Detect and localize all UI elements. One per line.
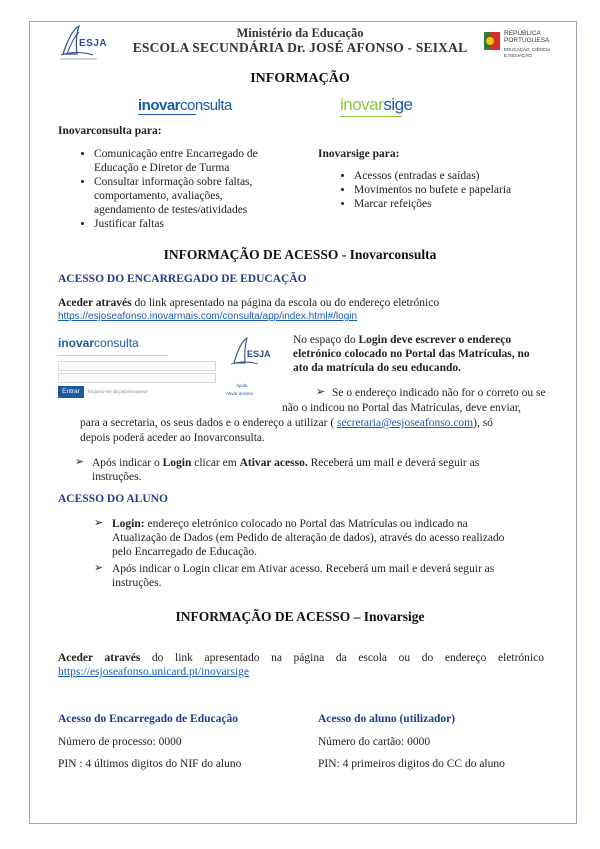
rep-line4: E INOVAÇÃO <box>504 53 532 58</box>
ee-bullet2: Após indicar o Login clicar em Ativar acesso. Receberá um mail e deverá seguir as instruções. <box>92 457 480 483</box>
sige-aceder: Aceder através do link apresentado na página da escola ou do endereço eletrónico <box>58 652 544 664</box>
sige-ee-heading: Acesso do Encarregado de Educação <box>58 713 238 725</box>
inovarconsulta-logo <box>138 97 232 115</box>
ee-bullet1-l2: não o indicou no Portal das Matrículas, deve enviar, <box>282 402 522 414</box>
inovarsige-logo <box>340 95 413 117</box>
inovarconsulta-logo-b: consulta <box>180 97 232 114</box>
ee-bullet1-l4: depois poderá aceder ao Inovarconsulta. <box>80 432 265 444</box>
esja-logo-text: ESJA <box>79 38 108 49</box>
mock-logo-b: consulta <box>94 336 139 350</box>
sige-aluno-heading: Acesso do aluno (utilizador) <box>318 713 456 725</box>
mock-esja-text: ESJA <box>247 349 271 359</box>
sige-heading: Inovarsige para: <box>318 148 400 160</box>
sige-ee-process: Número de processo: 0000 <box>58 736 182 748</box>
arrow-icon: ➢ <box>75 456 85 468</box>
sige-item: • Marcar refeições <box>354 197 566 211</box>
login-instruction: No espaço do Login deve escrever o endereço eletrónico colocado no Portal das Matrículas, no ato da matrícula do seu educando. <box>293 334 530 374</box>
aluno-bullet2: Após indicar o Login clicar em Ativar acesso. Receberá um mail e deverá seguir as instruções. <box>112 563 495 589</box>
consulta-item: • Comunicação entre Encarregado de Educação e Diretor de Turma <box>94 147 306 175</box>
arrow-icon: ➢ <box>94 562 104 574</box>
school-title: ESCOLA SECUNDÁRIA Dr. JOSÉ AFONSO - SEIXAL <box>132 40 468 55</box>
ee-bullet1-l3: para a secretaria, os seus dados e o endereço a utilizar ( secretaria@esjoseafonso.com), só <box>80 417 493 429</box>
consulta-item: • Justificar faltas <box>94 217 306 231</box>
mock-forgot: Esqueci-me da palavra-passe <box>88 389 148 394</box>
arrow-icon: ➢ <box>316 386 326 398</box>
sige-item: • Movimentos no bufete e papelaria <box>354 183 566 197</box>
aluno-heading: ACESSO DO ALUNO <box>58 493 168 505</box>
arrow-icon: ➢ <box>94 517 104 529</box>
rep-line2: PORTUGUESA <box>504 37 550 44</box>
mock-enter-button: Entrar <box>58 386 84 398</box>
inovarsige-logo-b: sige <box>383 95 413 114</box>
inovarconsulta-link[interactable]: https://esjoseafonso.inovarmais.com/consulta/app/index.html#/login <box>58 311 358 322</box>
info-title: INFORMAÇÃO <box>250 71 350 86</box>
rep-line3: EDUCAÇÃO, CIÊNCIA <box>504 47 551 52</box>
sige-aluno-pin: PIN: 4 primeiros digitos do CC do aluno <box>318 758 505 770</box>
consulta-item: • Consultar informação sobre faltas, comportamento, avaliações, agendamento de testes/atividades <box>94 175 306 217</box>
ee-bullet1-l1: Se o endereço indicado não for o correto ou se <box>332 387 546 399</box>
sige-item: • Acessos (entradas e saídas) <box>354 169 566 183</box>
sige-ee-pin: PIN : 4 últimos digitos do NIF do aluno <box>58 758 242 770</box>
access-title: INFORMAÇÃO DE ACESSO - Inovarconsulta <box>163 247 437 262</box>
consulta-heading: Inovarconsulta para: <box>58 125 162 137</box>
mock-help: Ajuda <box>236 383 248 388</box>
ministry-title: Ministério da Educação <box>236 26 364 40</box>
sige-aluno-card: Número do cartão: 0000 <box>318 736 431 748</box>
mock-logo-a: inovar <box>58 336 95 350</box>
sige-list <box>336 169 566 211</box>
ee-aceder: Aceder através do link apresentado na página da escola ou do endereço eletrónico <box>58 297 440 309</box>
aluno-bullet1: Login: endereço eletrónico colocado no Portal das Matrículas ou indicado na Atualização de Dados (em Pedido de alteração de dados), através do acesso realizado pelo Encarregado de Educação. <box>112 518 505 558</box>
inovarsige-logo-a: inovar <box>340 95 384 114</box>
ee-heading: ACESSO DO ENCARREGADO DE EDUCAÇÃO <box>58 273 307 285</box>
login-screenshot <box>58 334 286 398</box>
mock-activate: Ativar acesso <box>226 391 254 396</box>
rep-line1: REPÚBLICA <box>504 30 541 37</box>
inovarsige-link[interactable]: https://esjoseafonso.unicard.pt/inovarsige <box>58 666 249 678</box>
republica-logo <box>484 30 564 64</box>
secretaria-email-link[interactable]: secretaria@esjoseafonso.com <box>337 417 474 429</box>
inovarconsulta-logo-a: inovar <box>138 97 181 114</box>
sige-access-title: INFORMAÇÃO DE ACESSO – Inovarsige <box>175 609 425 624</box>
consulta-list <box>76 147 306 231</box>
